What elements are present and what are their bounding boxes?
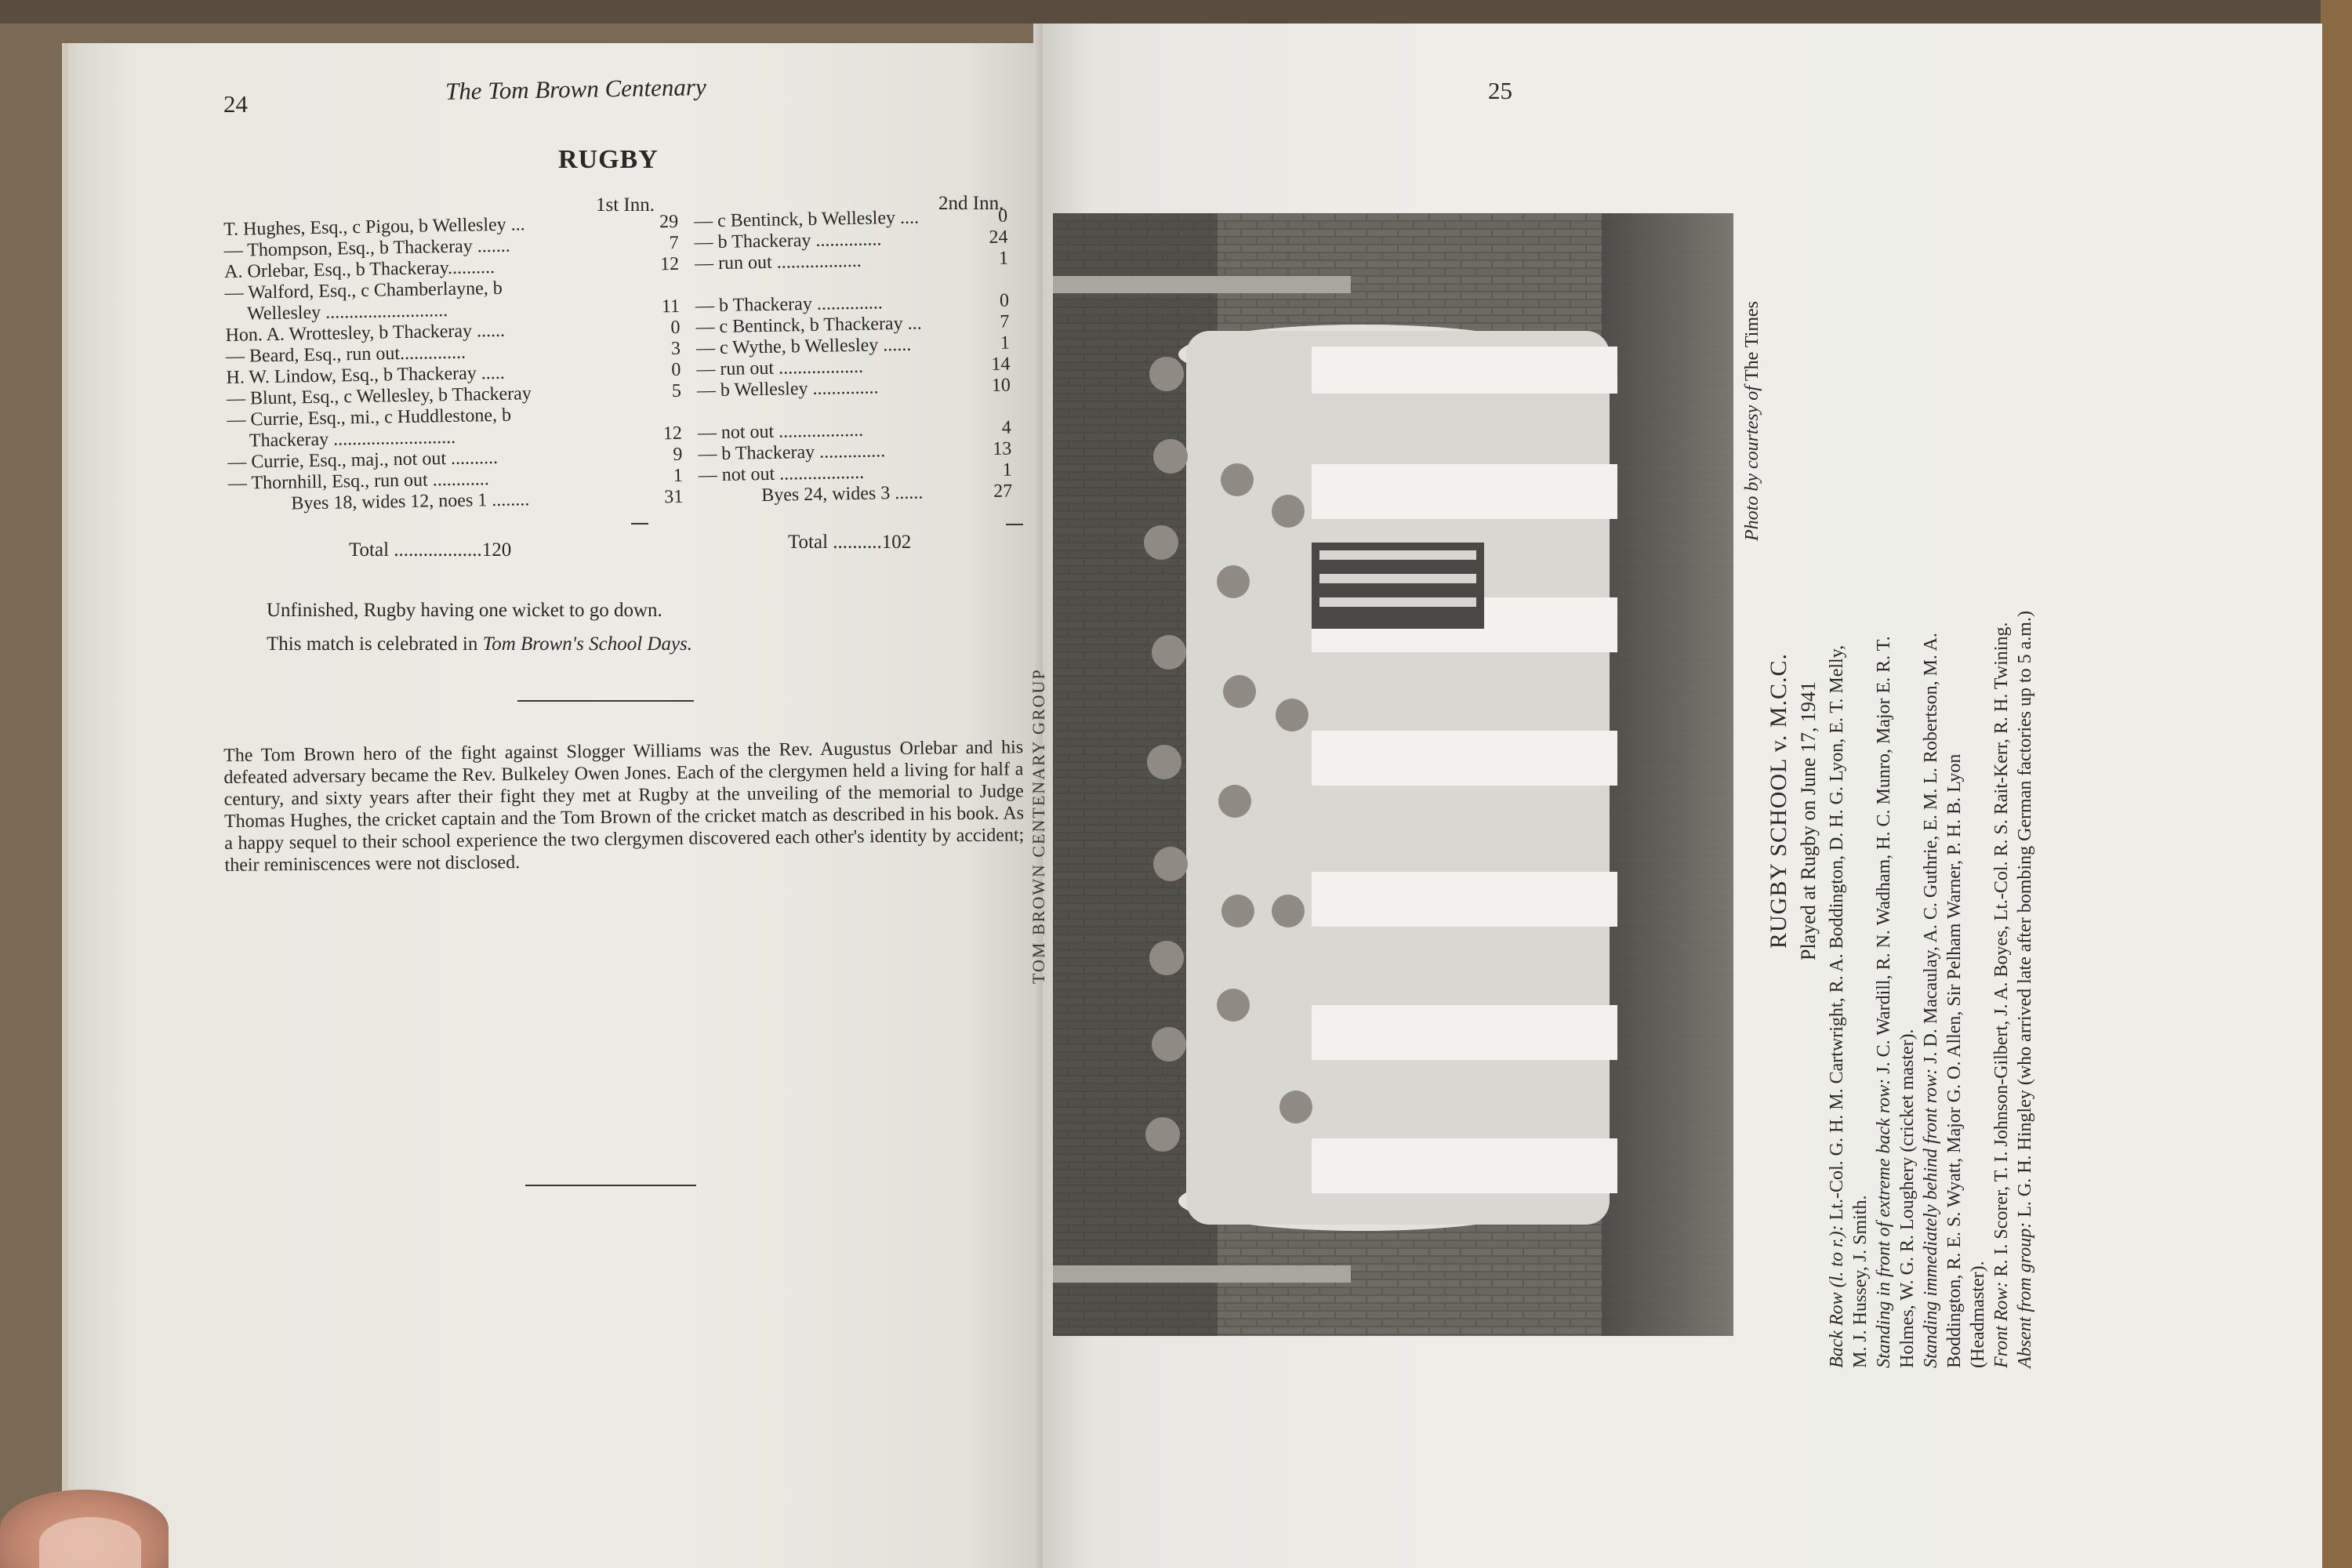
photo-image (1053, 213, 1733, 1336)
book-cover-edge (2321, 0, 2352, 1568)
batsman-entry: — Currie, Esq., maj., not out .......... (227, 447, 499, 473)
second-innings-runs: 0 (999, 290, 1010, 311)
second-innings-header: 2nd Inn. (938, 193, 1004, 214)
bottom-divider (525, 1185, 696, 1186)
caption-line (1944, 754, 1965, 1368)
match-note: Unfinished, Rugby having one wicket to go down. (267, 600, 662, 621)
caption-line (1874, 636, 1895, 1368)
total2-rule (1006, 524, 1023, 525)
caption-line (1921, 633, 1942, 1368)
second-innings-runs: 10 (991, 375, 1011, 396)
left-page-number: 24 (223, 90, 248, 118)
caption-line-text: (Headmaster). (1968, 1261, 1988, 1368)
photo-credit-source: The Times (1742, 301, 1762, 382)
total1-value: 120 (481, 539, 512, 561)
book-title: Tom Brown's School Days. (482, 633, 693, 655)
second-innings-runs: 1 (998, 248, 1009, 269)
photo-credit (1742, 301, 1763, 541)
second-innings-runs: 13 (993, 438, 1012, 459)
first-innings-runs (616, 275, 679, 276)
second-innings-entry: Byes 24, wides 3 ...... (761, 482, 924, 506)
first-innings-runs: 12 (662, 423, 683, 445)
caption-line (1968, 1261, 1989, 1368)
story-paragraph: The Tom Brown hero of the fight against Slogger Williams was the Rev. Augustus Orlebar and his defeated adversary became the Rev. Bulkeley Owen Jones. Each of the clergymen held a living for half a century, and sixty years after their fight they met at Rugby at the unveiling of the memorial to Judge Thomas Hughes, the cricket captain and the Tom Brown of the cricket match as described in his book. As a happy sequel to their school experience the two clergymen discovered each other's identity by accident; their reminiscences were not disclosed. (223, 737, 1025, 876)
second-innings-runs: 1 (1000, 332, 1011, 354)
batsman-entry: Byes 18, wides 12, noes 1 ........ (291, 489, 530, 514)
caption-line (1850, 1196, 1871, 1368)
thumb-nail (39, 1517, 141, 1568)
first-innings-runs (619, 402, 681, 403)
first-innings-runs: 3 (670, 338, 681, 360)
batsman-entry: — Thompson, Esq., b Thackeray ....... (223, 235, 510, 261)
caption-line-label: Absent from group: (2015, 1221, 2035, 1368)
second-innings-entry: — run out .................. (694, 250, 862, 274)
second-innings-entry: — b Thackeray .............. (694, 229, 882, 253)
second-innings-entry: — b Thackeray .............. (698, 441, 886, 465)
second-innings-total (788, 532, 911, 554)
total2-label: Total .......... (788, 532, 882, 553)
caption-title: RUGBY SCHOOL v. M.C.C. (1766, 652, 1791, 949)
second-innings-entry: — c Bentinck, b Thackeray ... (695, 313, 922, 338)
caption-line-text: Holmes, W. G. R. Loughery (cricket master). (1897, 1029, 1918, 1368)
caption-line (1897, 1029, 1918, 1368)
right-page-number: 25 (1488, 77, 1512, 104)
caption-line-text: R. I. Scorer, T. I. Johnson-Gilbert, J. A. Boyes, Lt.-Col. R. S. Rait-Kerr, R. H. Twining. (1991, 622, 2012, 1282)
total1-label: Total .................. (349, 539, 482, 561)
second-innings-entry: — not out .................. (697, 419, 864, 444)
caption-line (1991, 622, 2013, 1368)
batsman-entry: — Blunt, Esq., c Wellesley, b Thackeray (226, 383, 532, 409)
second-innings-entry: — run out .................. (696, 356, 864, 380)
second-innings-entry: — c Wythe, b Wellesley ...... (695, 334, 912, 359)
second-innings-runs: 1 (1002, 459, 1012, 481)
caption-line-text: L. G. H. Hingley (who arrived late after bombing German factories up to 5 a.m.) (2015, 611, 2035, 1222)
first-innings-runs: 0 (671, 359, 681, 381)
batsman-entry: — Beard, Esq., run out.............. (225, 342, 466, 367)
caption-line-label: Back Row (l. to r.): (1827, 1225, 1847, 1368)
first-innings-runs: 11 (661, 296, 681, 318)
second-innings-entry: — not out .................. (698, 462, 865, 486)
first-innings-runs: 29 (659, 211, 679, 233)
second-innings-entry: — c Bentinck, b Wellesley .... (693, 207, 920, 232)
second-innings-runs: 24 (989, 227, 1008, 248)
batsman-entry: Hon. A. Wrottesley, b Thackeray ...... (225, 320, 506, 346)
scorecard-table (223, 205, 1028, 516)
total2-value: 102 (881, 532, 912, 553)
first-innings-runs: 12 (659, 253, 680, 275)
caption-line-label: Standing immediately behind front row: (1921, 1068, 1941, 1368)
batsman-entry: — Currie, Esq., mi., c Huddlestone, b (227, 405, 512, 430)
celebration-prefix: This match is celebrated in (267, 633, 483, 655)
caption-line (2015, 611, 2036, 1368)
caption-line-text: Boddington, R. E. S. Wyatt, Major G. O. Allen, Sir Pelham Warner, P. H. B. Lyon (1944, 753, 1965, 1368)
caption-line-text: M. J. Hussey, J. Smith. (1850, 1195, 1871, 1368)
batsman-entry: T. Hughes, Esq., c Pigou, b Wellesley ... (223, 214, 525, 240)
total1-rule (631, 523, 648, 524)
section-heading: RUGBY (558, 145, 659, 174)
second-innings-runs: 4 (1001, 417, 1012, 438)
players-group (1178, 325, 1617, 1231)
first-innings-total (349, 539, 511, 561)
running-head: The Tom Brown Centenary (445, 73, 706, 105)
second-innings-entry: — b Wellesley .............. (696, 377, 879, 401)
caption-subtitle: Played at Rugby on June 17, 1941 (1797, 681, 1820, 960)
second-innings-runs: 27 (993, 481, 1013, 502)
caption-line-label: Front Row: (1991, 1281, 2012, 1368)
first-innings-header: 1st Inn. (596, 194, 655, 216)
first-innings-runs: 7 (669, 232, 679, 254)
second-innings-runs: 7 (1000, 311, 1010, 332)
second-innings-entry: — b Thackeray .............. (695, 292, 884, 317)
batsman-entry: Wellesley .......................... (246, 300, 448, 325)
first-innings-runs: 31 (664, 486, 684, 508)
second-innings-runs: 14 (991, 354, 1011, 375)
team-photograph (1053, 213, 1733, 1336)
first-innings-runs: 5 (671, 380, 682, 402)
batsman-entry: A. Orlebar, Esq., b Thackeray.......... (223, 256, 495, 282)
second-innings-runs: 0 (997, 205, 1008, 227)
book-cover-top (0, 0, 2352, 24)
batsman-entry: Thackeray .......................... (249, 426, 456, 452)
batsman-entry: H. W. Lindow, Esq., b Thackeray ..... (226, 362, 505, 388)
photo-credit-prefix: Photo by courtesy of (1742, 381, 1762, 541)
caption-line (1827, 645, 1848, 1368)
first-innings-runs: 1 (673, 465, 684, 487)
batsman-entry: — Walford, Esq., c Chamberlayne, b (224, 278, 503, 303)
first-innings-runs: 9 (673, 444, 683, 466)
celebration-note (267, 633, 692, 655)
caption-line-text: Lt.-Col. G. H. M. Cartwright, R. A. Boddington, D. H. G. Lyon, E. T. Melly, (1827, 644, 1847, 1225)
caption-line-text: J. C. Wardill, R. N. Wadham, H. C. Munro, Major E. R. T. (1874, 636, 1894, 1079)
group-label: TOM BROWN CENTENARY GROUP (1029, 668, 1048, 984)
first-innings-runs: 0 (670, 317, 681, 339)
caption-line-label: Standing in front of extreme back row: (1874, 1078, 1894, 1368)
caption-line-text: J. D. Macaulay, A. C. Guthrie, E. M. L. Robertson, M. A. (1921, 633, 1941, 1069)
batsman-entry: — Thornhill, Esq., run out ............ (227, 469, 489, 494)
section-divider (517, 700, 694, 702)
